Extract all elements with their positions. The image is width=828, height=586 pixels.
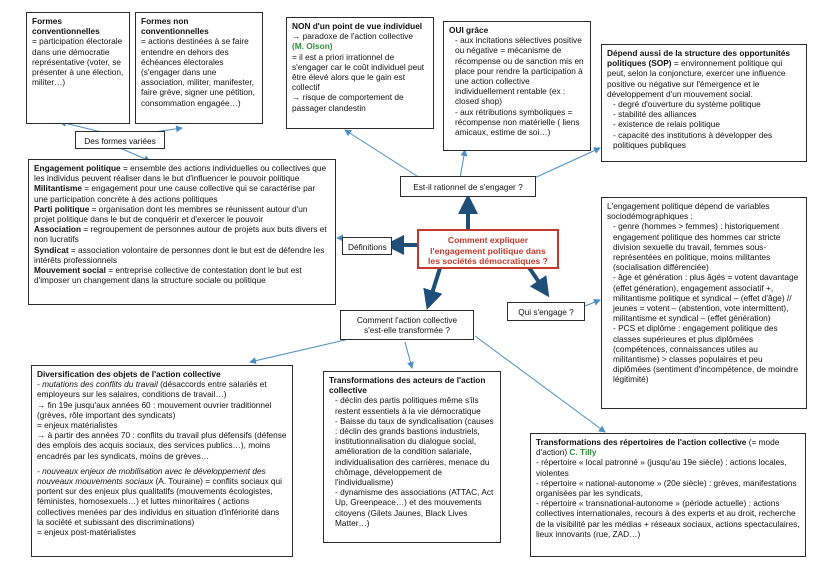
definition-engagement: Engagement politique = ensemble des actions individuelles ou collectives que les individus peuvent réaliser dans le but d'influencer le pouvoir politique [34, 163, 327, 184]
repertoires-box [530, 433, 806, 557]
repertoire-national: - répertoire « national-autonome » (20e siècle) : grèves, manifestations organisées par les syndicats, [536, 477, 797, 499]
qui-intro: L'engagement politique dépend de variables sociodémographiques : [607, 201, 770, 222]
sop-definition: Dépend aussi de la structure des opportunités politiques (SOP) = environnement politique qui peut, selon la conjoncture, exercer une influence positive ou négative sur l'émergence et le développement d'un mouvement social. [607, 48, 791, 99]
non-rationnel-passager: → risque de comportement de passager clandestin [292, 92, 404, 113]
formes-conventionnelles-text: = participation électorale dans une démocratie représentative (voter, se présenter à une élection, militer…) [32, 36, 124, 88]
sop-box [601, 44, 807, 162]
qui-genre: - genre (hommes > femmes) : historiquement engagement politique des hommes car stricte division sexuelle du travail, femmes sous-représentées en politique, moins militantes (socialisation différenciée) [613, 221, 781, 273]
repertoire-local: - répertoire « local patronné » (jusqu'au 19e siècle) : actions locales, violentes [536, 457, 787, 478]
definition-militantisme: Militantisme = engagement pour une cause collective qui se caractérise par une participation concrète à des actions politiques [34, 183, 316, 204]
non-rationnel-title: NON d'un point de vue individuel [292, 21, 423, 31]
central-question: Comment expliquer l'engagement politique dans les sociétés démocratiques ? [417, 229, 559, 269]
qui-pcs: - PCS et diplôme : engagement politique des classes supérieures et plus diplômées (compétences, connaissances utiles au militantisme) > classes populaires et peu diplômées (sentiment d'incompétence, de moindre légitimité) [613, 323, 799, 385]
tilly-author: C. Tilly [569, 447, 597, 458]
retributions-symboliques: - aux rétributions symboliques = récompense non matérielle ( liens amicaux, estime de soi…) [455, 106, 580, 138]
diversification-mouvement-ouvrier: → fin 19e jusqu'aux années 60 : mouvement ouvrier traditionnel (grèves, rôle important des syndicats) [37, 399, 272, 420]
olson-author: (M. Olson) [292, 41, 333, 52]
formes-conventionnelles-title: Formes conventionnelles [32, 16, 100, 37]
acteurs-partis: - déclin des partis politiques même s'ils restent essentiels à la vie démocratique [335, 395, 481, 416]
question-rationnel: Est-il rationnel de s'engager ? [400, 176, 536, 197]
non-rationnel-explication: = il est a priori irrationnel de s'engager car le coût individuel peut être élevé alors que le gain est collectif [292, 51, 425, 93]
non-rationnel-paradoxe: → paradoxe de l'action collective [292, 31, 414, 42]
formes-conventionnelles-box [26, 12, 130, 124]
diversification-nms: - nouveaux enjeux de mobilisation avec le développement des nouveaux mouvements sociaux (A. Touraine) = conflits sociaux qui portent sur des enjeux plus qualitatifs (mouvements écologistes, féministes, homosexuels…) et luttes minoritaires ( actions collectives menées par des individus en situation d'infériorité dans la société et subissant des discriminations) [37, 465, 282, 527]
question-transformee: Comment l'action collective s'est-elle transformée ? [340, 310, 474, 340]
acteurs-syndicalisation: - Baisse du taux de syndicalisation (causes : déclin des grands bastions industriels, institutionnalisation du dialogue social, amélioration de la condition salariale, individualisation des carrières, menace du chômage, développement de l'individualisme) [335, 415, 494, 488]
formes-non-conventionnelles-title: Formes non conventionnelles [141, 16, 209, 37]
definition-parti: Parti politique = organisation dont les membres se réunissent autour d'un projet politique dans le but de conquérir et d'exercer le pouvoir [34, 203, 308, 225]
formes-non-conventionnelles-text: = actions destinées à se faire entendre en dehors des échéances électorales (s'engager dans une association, militer, manifester, faire grève, signer une pétition, consommation engagée…) [141, 36, 255, 108]
arrow-to-diversification [250, 340, 345, 362]
acteurs-associations: - dynamisme des associations (ATTAC, Act Up, Greenpeace…) et des mouvements citoyens (Gilets Jaunes, Black Lives Matter…) [335, 487, 494, 528]
diversification-annees70: → à partir des années 70 : conflits du travail plus défensifs (défense des emplois des acquis sociaux, des services publics…), moins encadrés par les syndicats, moins de grèves… [37, 430, 287, 461]
arrow-to-sop [530, 148, 600, 180]
arrow-to-oui-grace [460, 150, 465, 178]
sop-item: - degré d'ouverture du système politique [613, 99, 761, 110]
diversification-post-materialistes: = enjeux post-matérialistes [37, 527, 136, 538]
arrow-to-qui-box [585, 300, 600, 306]
sop-item: - capacité des institutions à développer des politiques publiques [613, 129, 773, 150]
sop-item: - stabilité des alliances [613, 109, 697, 120]
formes-variees-label: Des formes variées [75, 131, 165, 149]
question-qui-sengage: Qui s'engage ? [507, 302, 585, 321]
definition-association: Association = regroupement de personnes autour de projets aux buts divers et non lucratifs [34, 224, 327, 245]
definitions-box [28, 159, 336, 305]
arrow-central-to-transformee [428, 268, 440, 306]
repertoire-transnational: - répertoire « transnational-autonome » (période actuelle) : actions collectives internationales, recours à des experts et au droit, recherche de la visibilité par les médias + réseaux sociaux, actions spectaculaires, lieux innovants (rue, ZAD…) [536, 498, 800, 539]
formes-non-conventionnelles-box [135, 12, 263, 124]
sop-item: - existence de relais politique [613, 119, 720, 130]
diversification-box [31, 365, 293, 557]
diversification-title: Diversification des objets de l'action collective [37, 369, 221, 379]
definitions-label: Définitions [342, 237, 392, 255]
non-rationnel-box [286, 17, 434, 129]
arrow-to-acteurs [405, 342, 412, 368]
oui-grace-title: OUI grâce [449, 25, 489, 35]
definition-syndicat: Syndicat = association volontaire de personnes dont le but est de défendre les intérêts professionnels [34, 244, 325, 265]
definition-mouvement-social: Mouvement social = entreprise collective de contestation dont le but est d'imposer un changement dans la structure sociale ou politique [34, 265, 302, 286]
incitations-selectives: - aux incitations sélectives positive ou négative = mécanisme de récompense ou de sanction mis en place pour rendre la participation à une action collective individuellement rentable (ex : closed shop) [455, 35, 584, 107]
repertoires-title: Transformations des répertoires de l'action collective (= mode d'action) C. Tilly [536, 437, 780, 458]
oui-grace-box [443, 21, 591, 151]
diversification-materialistes: = enjeux matérialistes [37, 420, 118, 431]
acteurs-title: Transformations des acteurs de l'action collective [329, 375, 486, 396]
diversification-mutations: - mutations des conflits du travail (désaccords entre salariés et employeurs sur les salaires, conditions de travail…) [37, 379, 267, 400]
acteurs-box [323, 371, 501, 543]
arrow-to-non-rationnel [345, 130, 420, 178]
arrow-central-to-qui [528, 266, 547, 294]
qui-age: - âge et génération : plus âgés = votent davantage (effet génération), engagement associatif +, militantisme politique et syndical – (effet d'âge) // jeunes = votent – (abstention, vote intermittent), militantisme et syndical – (effet génération) [613, 272, 799, 324]
qui-sengage-box [601, 197, 807, 409]
